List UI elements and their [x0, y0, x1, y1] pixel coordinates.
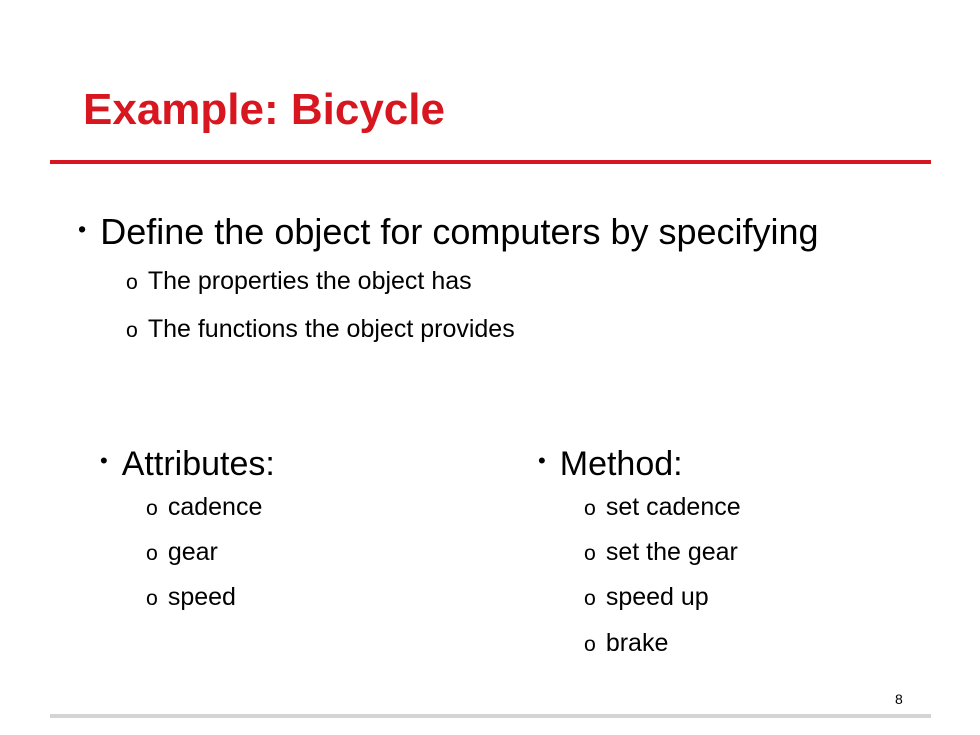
intro-text: Define the object for computers by specifying — [100, 211, 819, 252]
sub-bullet-icon: o — [126, 318, 138, 342]
attribute-item — [146, 495, 262, 520]
method-item — [584, 585, 709, 610]
sub-bullet-icon: o — [146, 496, 158, 520]
method-item — [584, 540, 738, 565]
attributes-heading: Attributes: — [121, 445, 275, 483]
method-text: set the gear — [605, 538, 738, 566]
sub-bullet-icon: o — [584, 541, 596, 565]
sub-item-text: The functions the object provides — [147, 315, 515, 343]
method-text: brake — [605, 629, 669, 657]
sub-bullet-icon: o — [584, 496, 596, 520]
bullet-icon: • — [78, 215, 87, 242]
method-text: speed up — [605, 583, 709, 611]
attributes-bullet — [100, 447, 275, 481]
attribute-text: gear — [167, 538, 218, 566]
sub-bullet-icon: o — [146, 586, 158, 610]
sub-item-text: The properties the object has — [147, 267, 472, 295]
method-text: set cadence — [605, 493, 741, 521]
bullet-icon: • — [100, 448, 108, 474]
method-item — [584, 631, 668, 656]
intro-sub-item — [126, 317, 515, 342]
methods-bullet — [538, 447, 683, 481]
footer-divider — [50, 714, 931, 718]
sub-bullet-icon: o — [584, 632, 596, 656]
intro-sub-item — [126, 269, 472, 294]
sub-bullet-icon: o — [584, 586, 596, 610]
attribute-text: speed — [167, 583, 236, 611]
attribute-text: cadence — [167, 493, 263, 521]
title-divider — [50, 160, 931, 164]
attribute-item — [146, 585, 236, 610]
sub-bullet-icon: o — [126, 270, 138, 294]
slide-title: Example: Bicycle — [83, 85, 445, 134]
intro-bullet — [78, 211, 819, 252]
method-item — [584, 495, 741, 520]
page-number: 8 — [895, 691, 903, 707]
methods-heading: Method: — [559, 445, 683, 483]
sub-bullet-icon: o — [146, 541, 158, 565]
attribute-item — [146, 540, 218, 565]
bullet-icon: • — [538, 448, 546, 474]
